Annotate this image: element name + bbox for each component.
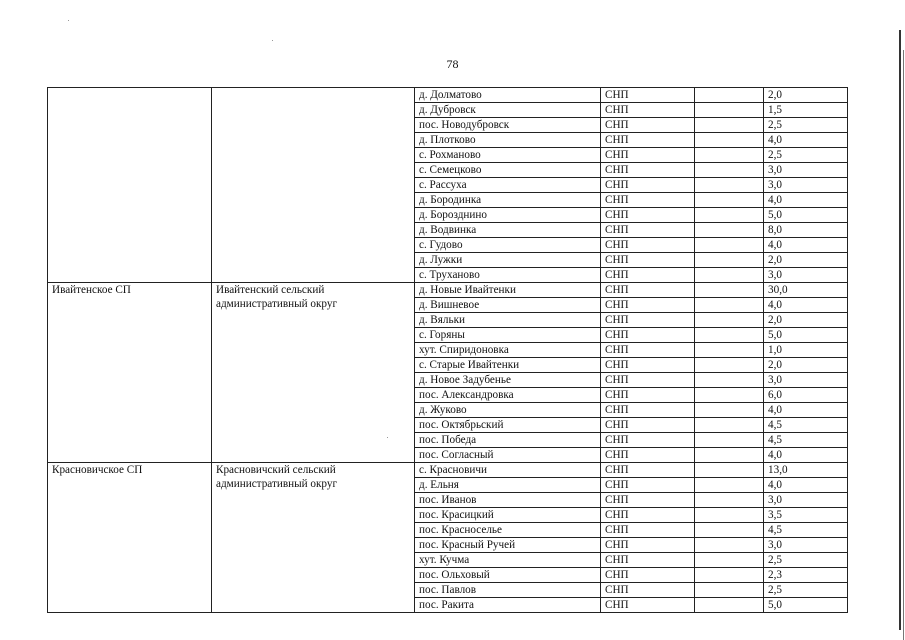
locality-name-cell: с. Семецково	[415, 163, 601, 178]
settlements-table	[47, 87, 848, 613]
table-row	[48, 88, 848, 103]
value-cell: 4,0	[764, 193, 848, 208]
settlement-name-cell	[48, 88, 212, 283]
extra-cell	[695, 193, 764, 208]
locality-type-cell: СНП	[601, 163, 695, 178]
extra-cell	[695, 568, 764, 583]
extra-cell	[695, 463, 764, 478]
locality-type-cell: СНП	[601, 133, 695, 148]
locality-type-cell: СНП	[601, 493, 695, 508]
locality-type-cell: СНП	[601, 118, 695, 133]
extra-cell	[695, 433, 764, 448]
locality-type-cell: СНП	[601, 193, 695, 208]
locality-name-cell: хут. Спиридоновка	[415, 343, 601, 358]
locality-type-cell: СНП	[601, 508, 695, 523]
value-cell: 2,0	[764, 88, 848, 103]
locality-name-cell: д. Плотково	[415, 133, 601, 148]
locality-type-cell: СНП	[601, 583, 695, 598]
locality-name-cell: д. Ельня	[415, 478, 601, 493]
locality-type-cell: СНП	[601, 523, 695, 538]
table-row	[48, 463, 848, 478]
locality-type-cell: СНП	[601, 268, 695, 283]
extra-cell	[695, 133, 764, 148]
value-cell: 5,0	[764, 598, 848, 613]
locality-name-cell: д. Лужки	[415, 253, 601, 268]
extra-cell	[695, 208, 764, 223]
locality-type-cell: СНП	[601, 568, 695, 583]
value-cell: 3,5	[764, 508, 848, 523]
locality-type-cell: СНП	[601, 88, 695, 103]
value-cell: 4,5	[764, 523, 848, 538]
locality-name-cell: пос. Ракита	[415, 598, 601, 613]
extra-cell	[695, 283, 764, 298]
locality-type-cell: СНП	[601, 313, 695, 328]
value-cell: 4,5	[764, 418, 848, 433]
value-cell: 30,0	[764, 283, 848, 298]
scan-edge-line	[899, 30, 901, 630]
district-name-cell	[212, 88, 415, 283]
locality-type-cell: СНП	[601, 283, 695, 298]
value-cell: 4,0	[764, 403, 848, 418]
value-cell: 2,5	[764, 553, 848, 568]
extra-cell	[695, 583, 764, 598]
locality-type-cell: СНП	[601, 253, 695, 268]
value-cell: 2,3	[764, 568, 848, 583]
locality-name-cell: пос. Красноселье	[415, 523, 601, 538]
locality-name-cell: д. Новое Задубенье	[415, 373, 601, 388]
value-cell: 1,0	[764, 343, 848, 358]
locality-name-cell: с. Труханово	[415, 268, 601, 283]
extra-cell	[695, 508, 764, 523]
value-cell: 2,0	[764, 358, 848, 373]
locality-type-cell: СНП	[601, 478, 695, 493]
extra-cell	[695, 313, 764, 328]
locality-type-cell: СНП	[601, 433, 695, 448]
extra-cell	[695, 478, 764, 493]
locality-type-cell: СНП	[601, 178, 695, 193]
extra-cell	[695, 238, 764, 253]
locality-name-cell: с. Старые Ивайтенки	[415, 358, 601, 373]
locality-type-cell: СНП	[601, 418, 695, 433]
scan-speck	[68, 20, 69, 21]
locality-name-cell: пос. Александровка	[415, 388, 601, 403]
value-cell: 3,0	[764, 268, 848, 283]
extra-cell	[695, 178, 764, 193]
extra-cell	[695, 553, 764, 568]
locality-type-cell: СНП	[601, 223, 695, 238]
locality-type-cell: СНП	[601, 103, 695, 118]
value-cell: 2,5	[764, 118, 848, 133]
locality-name-cell: д. Дубровск	[415, 103, 601, 118]
extra-cell	[695, 118, 764, 133]
locality-name-cell: д. Вишневое	[415, 298, 601, 313]
locality-name-cell: пос. Красный Ручей	[415, 538, 601, 553]
locality-name-cell: д. Бородинка	[415, 193, 601, 208]
extra-cell	[695, 598, 764, 613]
value-cell: 5,0	[764, 208, 848, 223]
value-cell: 5,0	[764, 328, 848, 343]
extra-cell	[695, 373, 764, 388]
locality-name-cell: пос. Согласный	[415, 448, 601, 463]
value-cell: 4,0	[764, 238, 848, 253]
locality-type-cell: СНП	[601, 358, 695, 373]
locality-name-cell: хут. Кучма	[415, 553, 601, 568]
extra-cell	[695, 328, 764, 343]
locality-name-cell: д. Борозднино	[415, 208, 601, 223]
value-cell: 6,0	[764, 388, 848, 403]
value-cell: 4,0	[764, 478, 848, 493]
extra-cell	[695, 343, 764, 358]
value-cell: 2,5	[764, 148, 848, 163]
locality-type-cell: СНП	[601, 298, 695, 313]
value-cell: 1,5	[764, 103, 848, 118]
locality-type-cell: СНП	[601, 238, 695, 253]
locality-type-cell: СНП	[601, 148, 695, 163]
locality-type-cell: СНП	[601, 373, 695, 388]
locality-type-cell: СНП	[601, 208, 695, 223]
locality-name-cell: с. Красновичи	[415, 463, 601, 478]
locality-type-cell: СНП	[601, 598, 695, 613]
extra-cell	[695, 403, 764, 418]
value-cell: 2,0	[764, 313, 848, 328]
district-name-cell: Красновичский сельский административный округ	[212, 463, 415, 613]
extra-cell	[695, 163, 764, 178]
locality-name-cell: д. Долматово	[415, 88, 601, 103]
value-cell: 4,0	[764, 298, 848, 313]
extra-cell	[695, 388, 764, 403]
value-cell: 2,0	[764, 253, 848, 268]
locality-name-cell: пос. Павлов	[415, 583, 601, 598]
value-cell: 2,5	[764, 583, 848, 598]
locality-name-cell: д. Вяльки	[415, 313, 601, 328]
locality-name-cell: пос. Иванов	[415, 493, 601, 508]
locality-name-cell: д. Водвинка	[415, 223, 601, 238]
locality-type-cell: СНП	[601, 343, 695, 358]
locality-type-cell: СНП	[601, 328, 695, 343]
settlements-table-body	[48, 88, 848, 613]
scan-speck	[272, 40, 273, 41]
settlement-name-cell: Ивайтенское СП	[48, 283, 212, 463]
locality-name-cell: с. Рохманово	[415, 148, 601, 163]
value-cell: 4,0	[764, 448, 848, 463]
locality-type-cell: СНП	[601, 388, 695, 403]
value-cell: 3,0	[764, 538, 848, 553]
table-row	[48, 283, 848, 298]
locality-name-cell: с. Гудово	[415, 238, 601, 253]
extra-cell	[695, 103, 764, 118]
locality-type-cell: СНП	[601, 553, 695, 568]
locality-type-cell: СНП	[601, 403, 695, 418]
value-cell: 3,0	[764, 163, 848, 178]
extra-cell	[695, 88, 764, 103]
value-cell: 4,0	[764, 133, 848, 148]
value-cell: 3,0	[764, 373, 848, 388]
locality-name-cell: пос. Октябрьский	[415, 418, 601, 433]
value-cell: 13,0	[764, 463, 848, 478]
extra-cell	[695, 298, 764, 313]
page-number: 78	[446, 57, 459, 71]
locality-name-cell: пос. Победа	[415, 433, 601, 448]
locality-name-cell: д. Новые Ивайтенки	[415, 283, 601, 298]
locality-name-cell: пос. Ольховый	[415, 568, 601, 583]
extra-cell	[695, 448, 764, 463]
extra-cell	[695, 223, 764, 238]
value-cell: 8,0	[764, 223, 848, 238]
locality-type-cell: СНП	[601, 463, 695, 478]
locality-name-cell: пос. Красицкий	[415, 508, 601, 523]
extra-cell	[695, 253, 764, 268]
extra-cell	[695, 523, 764, 538]
extra-cell	[695, 268, 764, 283]
locality-name-cell: с. Рассуха	[415, 178, 601, 193]
extra-cell	[695, 418, 764, 433]
locality-name-cell: с. Горяны	[415, 328, 601, 343]
extra-cell	[695, 358, 764, 373]
scan-edge-line	[903, 50, 904, 640]
district-name-cell: Ивайтенский сельский административный округ	[212, 283, 415, 463]
value-cell: 3,0	[764, 178, 848, 193]
locality-type-cell: СНП	[601, 448, 695, 463]
settlement-name-cell: Красновичское СП	[48, 463, 212, 613]
locality-type-cell: СНП	[601, 538, 695, 553]
locality-name-cell: д. Жуково	[415, 403, 601, 418]
locality-name-cell: пос. Новодубровск	[415, 118, 601, 133]
extra-cell	[695, 538, 764, 553]
value-cell: 3,0	[764, 493, 848, 508]
extra-cell	[695, 148, 764, 163]
extra-cell	[695, 493, 764, 508]
value-cell: 4,5	[764, 433, 848, 448]
